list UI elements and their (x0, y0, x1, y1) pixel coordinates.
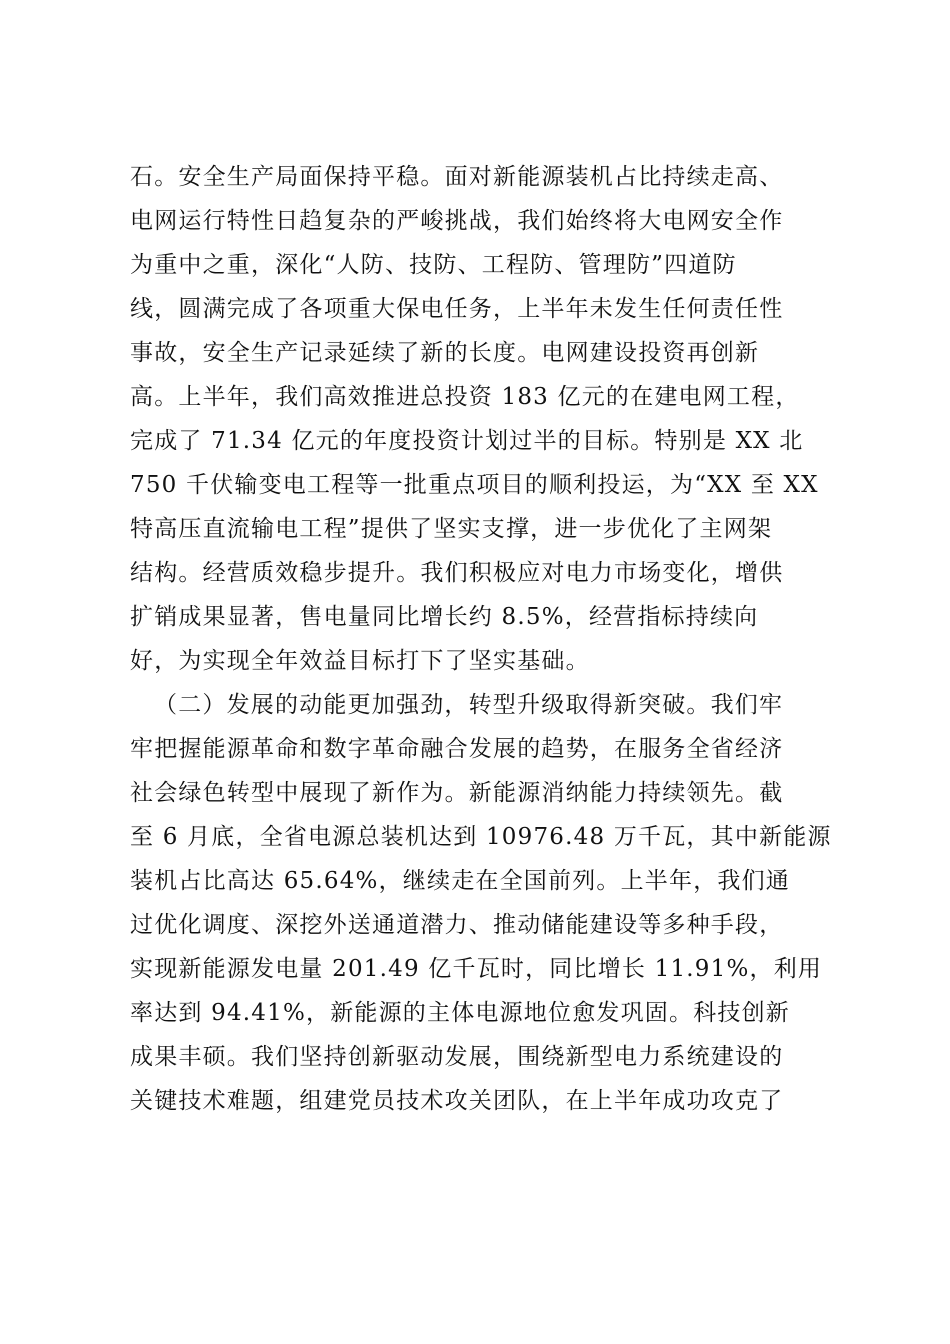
text-line: 高。上半年，我们高效推进总投资 183 亿元的在建电网工程， (130, 384, 800, 410)
text-line: 成果丰硕。我们坚持创新驱动发展，围绕新型电力系统建设的 (130, 1044, 784, 1070)
text-line: 750 千伏输变电工程等一批重点项目的顺利投运，为“XX 至 XX (130, 472, 819, 498)
section-heading-line: （二）发展的动能更加强劲，转型升级取得新突破。我们牢 (154, 692, 784, 718)
paragraph-development-momentum (130, 683, 830, 1123)
text-line: 完成了 71.34 亿元的年度投资计划过半的目标。特别是 XX 北 (130, 428, 804, 454)
text-line: 扩销成果显著，售电量同比增长约 8.5%，经营指标持续向 (130, 604, 759, 630)
text-line: 社会绿色转型中展现了新作为。新能源消纳能力持续领先。截 (130, 780, 784, 806)
text-line: 关键技术难题，组建党员技术攻关团队，在上半年成功攻克了 (130, 1088, 784, 1114)
paragraph-safety-investment-operations (130, 155, 830, 683)
text-line: 为重中之重，深化“人防、技防、工程防、管理防”四道防 (130, 252, 737, 278)
text-line: 率达到 94.41%，新能源的主体电源地位愈发巩固。科技创新 (130, 1000, 791, 1026)
document-body (130, 155, 830, 1123)
text-line: 电网运行特性日趋复杂的严峻挑战，我们始终将大电网安全作 (130, 208, 784, 234)
text-line: 事故，安全生产记录延续了新的长度。电网建设投资再创新 (130, 340, 760, 366)
text-line: 好，为实现全年效益目标打下了坚实基础。 (130, 648, 590, 674)
text-line: 装机占比高达 65.64%，继续走在全国前列。上半年，我们通 (130, 868, 791, 894)
text-line: 实现新能源发电量 201.49 亿千瓦时，同比增长 11.91%，利用 (130, 956, 823, 982)
text-line: 过优化调度、深挖外送通道潜力、推动储能建设等多种手段， (130, 912, 784, 938)
text-line: 线，圆满完成了各项重大保电任务，上半年未发生任何责任性 (130, 296, 784, 322)
text-line: 结构。经营质效稳步提升。我们积极应对电力市场变化，增供 (130, 560, 784, 586)
text-line: 牢把握能源革命和数字革命融合发展的趋势，在服务全省经济 (130, 736, 784, 762)
text-line: 石。安全生产局面保持平稳。面对新能源装机占比持续走高、 (130, 164, 784, 190)
text-line: 至 6 月底，全省电源总装机达到 10976.48 万千瓦，其中新能源 (130, 824, 832, 850)
text-line: 特高压直流输电工程”提供了坚实支撑，进一步优化了主网架 (130, 516, 773, 542)
